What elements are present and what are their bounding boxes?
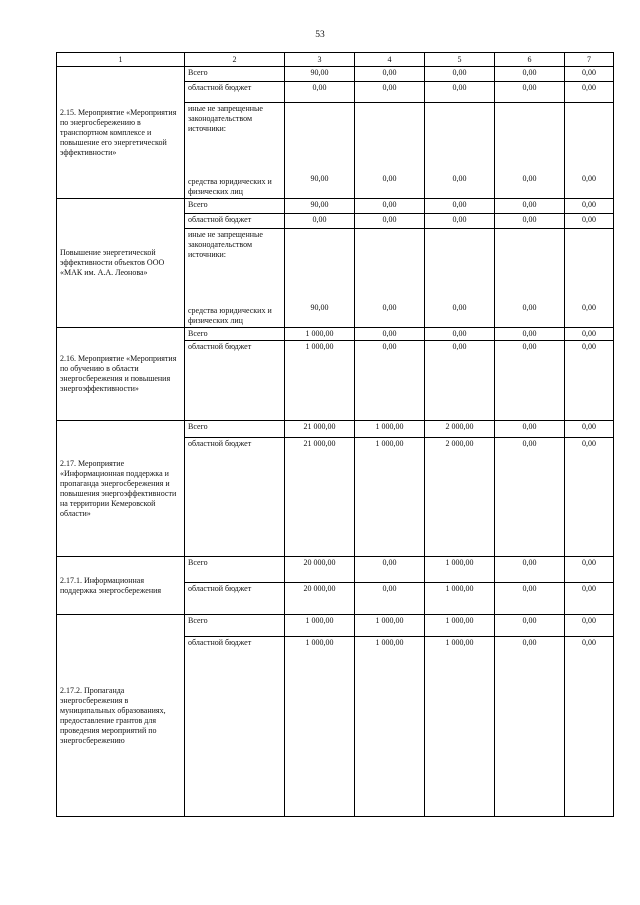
value-cell: 0,00: [495, 341, 565, 421]
value-cell: 0,00: [355, 199, 425, 214]
value-cell: 0,00: [425, 67, 495, 82]
value-cell: 0,00: [495, 637, 565, 817]
value-cell: 0,00: [495, 67, 565, 82]
value-cell: 90,00: [285, 67, 355, 82]
activity-name: 2.17.1. Информационная поддержка энергосбережения: [57, 557, 185, 615]
value-cell: 1 000,00: [355, 438, 425, 557]
value-cell: 0,00: [285, 82, 355, 103]
other-sources-label: иные не запрещенные законодательством источники:: [188, 104, 263, 133]
value-cell: 0,00: [355, 82, 425, 103]
value-cell: 20 000,00: [285, 557, 355, 583]
value-cell: 0,00: [495, 615, 565, 637]
value-cell: 0,00: [495, 199, 565, 214]
value-cell: 0,00: [565, 438, 614, 557]
value-cell: 2 000,00: [425, 438, 495, 557]
value-cell: 0,00: [565, 199, 614, 214]
value-cell: 2 000,00: [425, 421, 495, 438]
value-cell: 0,00: [355, 67, 425, 82]
value-cell: 21 000,00: [285, 421, 355, 438]
value-cell: 0,00: [495, 214, 565, 229]
value-cell: 0,00: [495, 421, 565, 438]
value-cell: 0,00: [355, 229, 425, 328]
funding-source-label: областной бюджет: [185, 637, 285, 817]
value-cell: 0,00: [425, 341, 495, 421]
value-cell: 0,00: [565, 103, 614, 199]
value-cell: 1 000,00: [285, 615, 355, 637]
table-row-total: [57, 67, 614, 82]
funding-source-label: Всего: [185, 557, 285, 583]
value-cell: 0,00: [495, 557, 565, 583]
column-number: 4: [355, 53, 425, 67]
other-sources-label: иные не запрещенные законодательством источники:: [188, 230, 263, 259]
funding-source-label: [185, 103, 285, 199]
table-row-total: [57, 328, 614, 341]
column-number: 1: [57, 53, 185, 67]
value-cell: 0,00: [425, 229, 495, 328]
value-cell: 0,00: [495, 328, 565, 341]
legal-entities-label: средства юридических и физических лиц: [188, 177, 272, 196]
value-cell: 0,00: [355, 583, 425, 615]
funding-source-label: Всего: [185, 67, 285, 82]
value-cell: 20 000,00: [285, 583, 355, 615]
value-cell: 0,00: [495, 103, 565, 199]
value-cell: 1 000,00: [425, 615, 495, 637]
budget-table: [56, 52, 614, 817]
value-cell: 0,00: [425, 199, 495, 214]
column-number-row: [57, 53, 614, 67]
value-cell: 0,00: [425, 82, 495, 103]
value-cell: 1 000,00: [355, 615, 425, 637]
value-cell: 0,00: [565, 341, 614, 421]
table-row-total: [57, 421, 614, 438]
value-cell: 0,00: [285, 214, 355, 229]
funding-source-label: [185, 229, 285, 328]
value-cell: 90,00: [285, 229, 355, 328]
value-cell: 0,00: [355, 557, 425, 583]
value-cell: 0,00: [355, 341, 425, 421]
value-cell: 0,00: [565, 82, 614, 103]
value-cell: 0,00: [565, 421, 614, 438]
value-cell: 0,00: [565, 328, 614, 341]
value-cell: 1 000,00: [425, 637, 495, 817]
value-cell: 0,00: [425, 214, 495, 229]
column-number: 5: [425, 53, 495, 67]
activity-name: 2.15. Мероприятие «Мероприятия по энергосбережению в транспортном комплексе и повышение его энергетической эффективности»: [57, 67, 185, 199]
value-cell: 0,00: [495, 583, 565, 615]
value-cell: 1 000,00: [355, 637, 425, 817]
funding-source-label: областной бюджет: [185, 341, 285, 421]
value-cell: 1 000,00: [285, 341, 355, 421]
value-cell: 0,00: [355, 103, 425, 199]
value-cell: 1 000,00: [425, 583, 495, 615]
value-cell: 90,00: [285, 199, 355, 214]
funding-source-label: Всего: [185, 421, 285, 438]
funding-source-label: Всего: [185, 615, 285, 637]
value-cell: 0,00: [565, 557, 614, 583]
table-row-total: [57, 615, 614, 637]
column-number: 7: [565, 53, 614, 67]
activity-name: 2.16. Мероприятие «Мероприятия по обучению в области энергосбережения и повышения энергоэффективности»: [57, 328, 185, 421]
funding-source-label: Всего: [185, 199, 285, 214]
value-cell: 0,00: [425, 103, 495, 199]
table-row-total: [57, 557, 614, 583]
value-cell: 1 000,00: [285, 328, 355, 341]
value-cell: 0,00: [565, 583, 614, 615]
column-number: 2: [185, 53, 285, 67]
value-cell: 0,00: [355, 214, 425, 229]
funding-source-label: областной бюджет: [185, 438, 285, 557]
value-cell: 0,00: [565, 229, 614, 328]
value-cell: 0,00: [565, 214, 614, 229]
funding-source-label: областной бюджет: [185, 82, 285, 103]
value-cell: 0,00: [565, 637, 614, 817]
value-cell: 0,00: [355, 328, 425, 341]
value-cell: 0,00: [565, 67, 614, 82]
value-cell: 1 000,00: [355, 421, 425, 438]
value-cell: 90,00: [285, 103, 355, 199]
legal-entities-label: средства юридических и физических лиц: [188, 306, 272, 325]
funding-source-label: областной бюджет: [185, 214, 285, 229]
value-cell: 21 000,00: [285, 438, 355, 557]
value-cell: 0,00: [495, 438, 565, 557]
value-cell: 0,00: [495, 82, 565, 103]
value-cell: 1 000,00: [425, 557, 495, 583]
activity-name: 2.17.2. Пропаганда энергосбережения в муниципальных образованиях, предоставление грантов для проведения мероприятий по энергосбережению: [57, 615, 185, 817]
column-number: 3: [285, 53, 355, 67]
value-cell: 0,00: [495, 229, 565, 328]
column-number: 6: [495, 53, 565, 67]
value-cell: 0,00: [565, 615, 614, 637]
activity-name: 2.17. Мероприятие «Информационная поддержка и пропаганда энергосбережения и повышения энергоэффективности на территории Кемеровской области»: [57, 421, 185, 557]
activity-name: Повышение энергетической эффективности объектов ООО «МАК им. А.А. Леонова»: [57, 199, 185, 328]
funding-source-label: областной бюджет: [185, 583, 285, 615]
page-number: 53: [315, 30, 325, 40]
table-row-total: [57, 199, 614, 214]
value-cell: 0,00: [425, 328, 495, 341]
funding-source-label: Всего: [185, 328, 285, 341]
value-cell: 1 000,00: [285, 637, 355, 817]
